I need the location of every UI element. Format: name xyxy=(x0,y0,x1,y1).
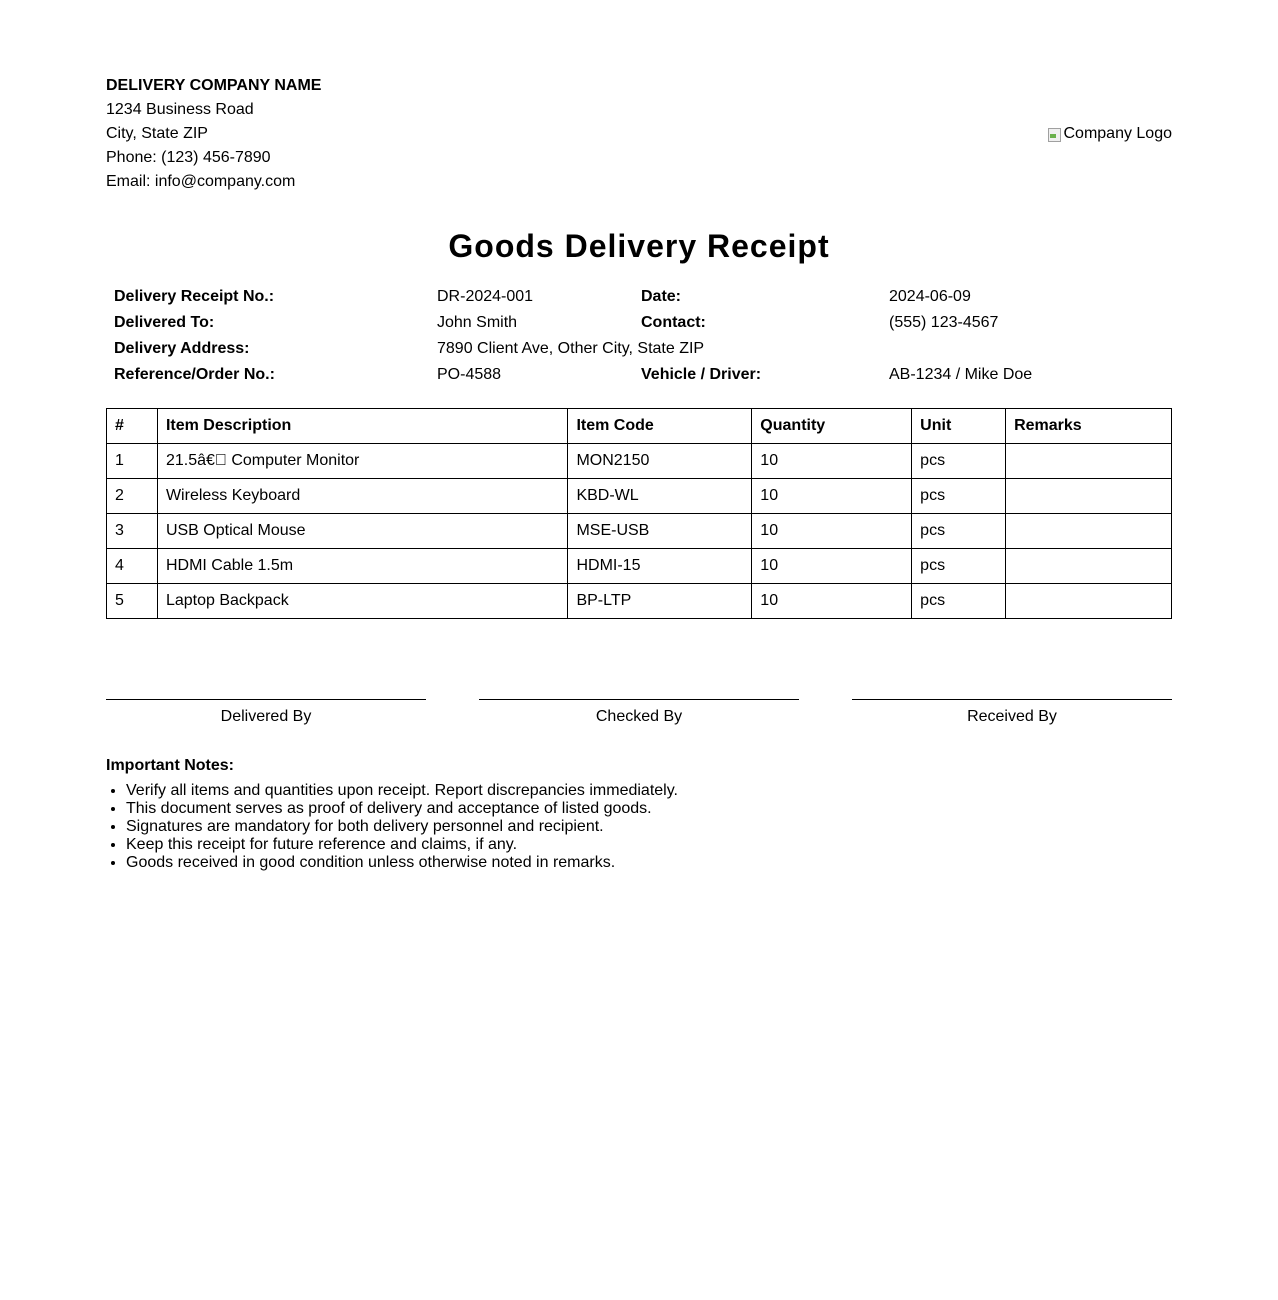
vehicle-driver-label: Vehicle / Driver: xyxy=(641,366,762,383)
cell-remarks xyxy=(1006,514,1172,549)
company-address-line-2: City, State ZIP xyxy=(106,125,208,142)
company-info xyxy=(106,74,1172,194)
table-row xyxy=(107,584,1172,619)
signature-label: Delivered By xyxy=(220,708,312,725)
cell-number: 1 xyxy=(107,444,158,479)
delivery-address-label: Delivery Address: xyxy=(114,340,250,357)
company-logo xyxy=(1047,124,1172,144)
cell-quantity: 10 xyxy=(752,444,912,479)
contact-value: (555) 123-4567 xyxy=(889,314,999,331)
vehicle-driver-value: AB-1234 / Mike Doe xyxy=(889,366,1033,383)
cell-description: Laptop Backpack xyxy=(157,584,568,619)
page-title: Goods Delivery Receipt xyxy=(448,228,830,264)
info-row xyxy=(106,362,1172,388)
list-item: • Keep this receipt for future reference and claims, if any. xyxy=(126,836,1172,854)
signature-received-by xyxy=(852,699,1172,726)
cell-quantity: 10 xyxy=(752,584,912,619)
signature-line xyxy=(479,699,799,700)
info-row xyxy=(106,310,1172,336)
company-phone: Phone: (123) 456-7890 xyxy=(106,149,271,166)
cell-item-code: MON2150 xyxy=(568,444,752,479)
cell-remarks xyxy=(1006,549,1172,584)
cell-item-code: BP-LTP xyxy=(568,584,752,619)
notes-title: Important Notes: xyxy=(106,757,234,774)
column-header-item-code: Item Code xyxy=(568,409,752,444)
signature-label: Received By xyxy=(967,708,1057,725)
cell-number: 2 xyxy=(107,479,158,514)
column-header-number: # xyxy=(107,409,158,444)
cell-number: 5 xyxy=(107,584,158,619)
signature-label: Checked By xyxy=(595,708,683,725)
contact-label: Contact: xyxy=(641,314,706,331)
column-header-quantity: Quantity xyxy=(752,409,912,444)
company-logo-alt-text: Company Logo xyxy=(1063,125,1172,142)
cell-number: 4 xyxy=(107,549,158,584)
delivery-address-value: 7890 Client Ave, Other City, State ZIP xyxy=(437,340,705,357)
cell-description: USB Optical Mouse xyxy=(157,514,568,549)
signature-checked-by xyxy=(479,699,799,726)
reference-label: Reference/Order No.: xyxy=(114,366,275,383)
cell-item-code: MSE-USB xyxy=(568,514,752,549)
list-item: • Goods received in good condition unless otherwise noted in remarks. xyxy=(126,854,1172,872)
items-table xyxy=(106,408,1172,619)
cell-description: 21.5â€  Computer Monitor xyxy=(157,444,568,479)
column-header-unit: Unit xyxy=(912,409,1006,444)
table-row xyxy=(107,549,1172,584)
info-row xyxy=(106,336,1172,362)
cell-remarks xyxy=(1006,444,1172,479)
cell-quantity: 10 xyxy=(752,514,912,549)
signature-line xyxy=(106,699,426,700)
cell-unit: pcs xyxy=(912,549,1006,584)
receipt-info-table xyxy=(106,284,1172,388)
cell-unit: pcs xyxy=(912,514,1006,549)
cell-description: HDMI Cable 1.5m xyxy=(157,549,568,584)
important-notes xyxy=(106,756,1172,872)
cell-description: Wireless Keyboard xyxy=(157,479,568,514)
receipt-header xyxy=(106,74,1172,194)
date-label: Date: xyxy=(641,288,682,305)
notes-list xyxy=(106,782,1172,872)
company-address-line-1: 1234 Business Road xyxy=(106,101,254,118)
table-row xyxy=(107,444,1172,479)
reference-value: PO-4588 xyxy=(437,366,502,383)
list-item: • Signatures are mandatory for both delivery personnel and recipient. xyxy=(126,818,1172,836)
cell-unit: pcs xyxy=(912,479,1006,514)
cell-quantity: 10 xyxy=(752,549,912,584)
list-item: • This document serves as proof of delivery and acceptance of listed goods. xyxy=(126,800,1172,818)
delivery-receipt-page xyxy=(106,74,1172,872)
signature-section xyxy=(106,699,1172,726)
signature-delivered-by xyxy=(106,699,426,726)
broken-image-icon xyxy=(1047,126,1061,142)
company-email: Email: info@company.com xyxy=(106,173,296,190)
table-row xyxy=(107,514,1172,549)
list-item: • Verify all items and quantities upon receipt. Report discrepancies immediately. xyxy=(126,782,1172,800)
date-value: 2024-06-09 xyxy=(889,288,971,305)
cell-item-code: HDMI-15 xyxy=(568,549,752,584)
signature-line xyxy=(852,699,1172,700)
items-table-header-row xyxy=(107,409,1172,444)
cell-unit: pcs xyxy=(912,444,1006,479)
delivered-to-label: Delivered To: xyxy=(114,314,215,331)
delivered-to-value: John Smith xyxy=(437,314,518,331)
cell-remarks xyxy=(1006,479,1172,514)
company-name: DELIVERY COMPANY NAME xyxy=(106,77,322,94)
cell-quantity: 10 xyxy=(752,479,912,514)
cell-remarks xyxy=(1006,584,1172,619)
cell-number: 3 xyxy=(107,514,158,549)
cell-unit: pcs xyxy=(912,584,1006,619)
receipt-no-value: DR-2024-001 xyxy=(437,288,534,305)
table-row xyxy=(107,479,1172,514)
info-row xyxy=(106,284,1172,310)
receipt-no-label: Delivery Receipt No.: xyxy=(114,288,275,305)
cell-item-code: KBD-WL xyxy=(568,479,752,514)
column-header-description: Item Description xyxy=(157,409,568,444)
column-header-remarks: Remarks xyxy=(1006,409,1172,444)
